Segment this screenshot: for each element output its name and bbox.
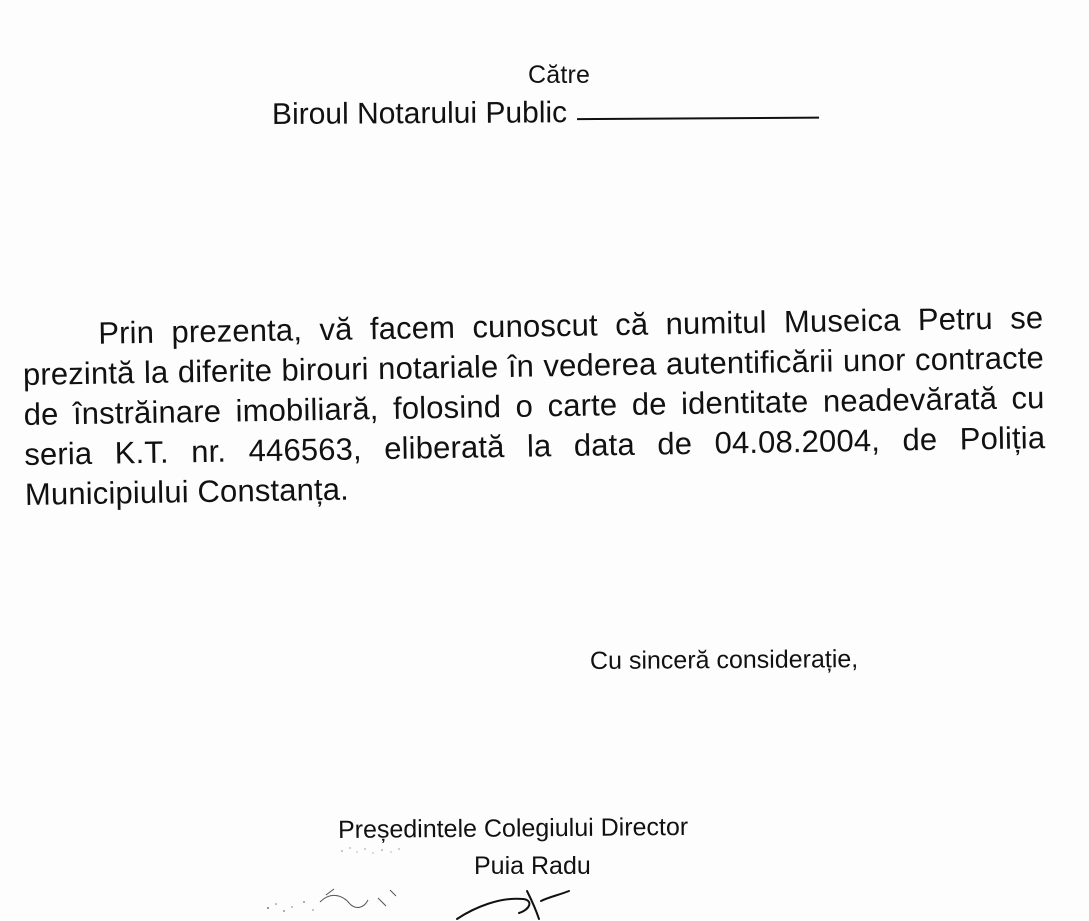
closing-formula: Cu sinceră considerație, bbox=[589, 645, 859, 675]
addressee-line bbox=[272, 93, 819, 134]
signatory-title: Președintele Colegiului Director bbox=[337, 812, 689, 844]
signatory-name: Puia Radu bbox=[474, 852, 591, 880]
addressee-blank-line bbox=[577, 116, 819, 120]
handwritten-signature-icon bbox=[445, 885, 585, 921]
addressee-name: Biroul Notarului Public bbox=[271, 96, 568, 131]
stamp-mark-icon bbox=[250, 880, 440, 921]
body-paragraph: Prin prezenta, vă facem cunoscut că numitul Museica Petru se prezintă la diferite birouri notariale în vederea autentificării unor contracte de înstrăinare imobiliară, folosind o carte de identitate neadevărată cu seria K.T. nr. 446563, eliberată la data de 04.08.2004, de Poliția Municipiului Constanța. bbox=[22, 300, 1046, 512]
addressee-label: Către bbox=[528, 61, 591, 89]
